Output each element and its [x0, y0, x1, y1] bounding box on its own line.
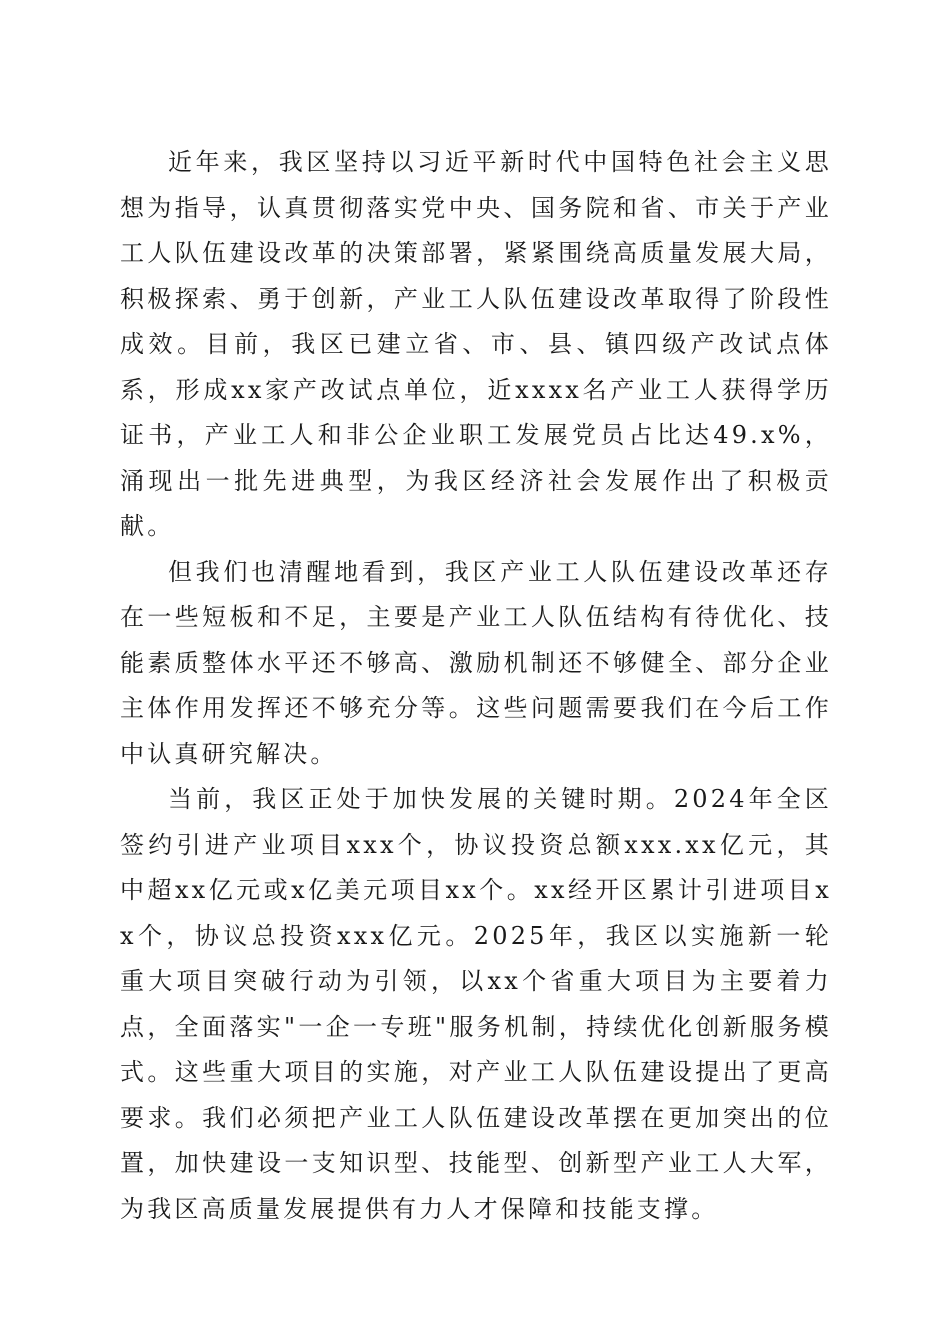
document-body: [120, 140, 832, 1232]
paragraph-current-situation: 当前，我区正处于加快发展的关键时期。2024年全区签约引进产业项目xxx个，协议投资总额xxx.xx亿元，其中超xx亿元或x亿美元项目xx个。xx经开区累计引进项目xx个，协议总投资xxx亿元。2025年，我区以实施新一轮重大项目突破行动为引领，以xx个省重大项目为主要着力点，全面落实"一企一专班"服务机制，持续优化创新服务模式。这些重大项目的实施，对产业工人队伍建设提出了更高要求。我们必须把产业工人队伍建设改革摆在更加突出的位置，加快建设一支知识型、技能型、创新型产业工人大军，为我区高质量发展提供有力人才保障和技能支撑。: [120, 785, 832, 1223]
paragraph-achievements: 近年来，我区坚持以习近平新时代中国特色社会主义思想为指导，认真贯彻落实党中央、国务院和省、市关于产业工人队伍建设改革的决策部署，紧紧围绕高质量发展大局，积极探索、勇于创新，产业工人队伍建设改革取得了阶段性成效。目前，我区已建立省、市、县、镇四级产改试点体系，形成xx家产改试点单位，近xxxx名产业工人获得学历证书，产业工人和非公企业职工发展党员占比达49.x%，涌现出一批先进典型，为我区经济社会发展作出了积极贡献。: [120, 148, 832, 540]
paragraph-shortcomings: 但我们也清醒地看到，我区产业工人队伍建设改革还存在一些短板和不足，主要是产业工人队伍结构有待优化、技能素质整体水平还不够高、激励机制还不够健全、部分企业主体作用发挥还不够充分等。这些问题需要我们在今后工作中认真研究解决。: [120, 557, 832, 768]
